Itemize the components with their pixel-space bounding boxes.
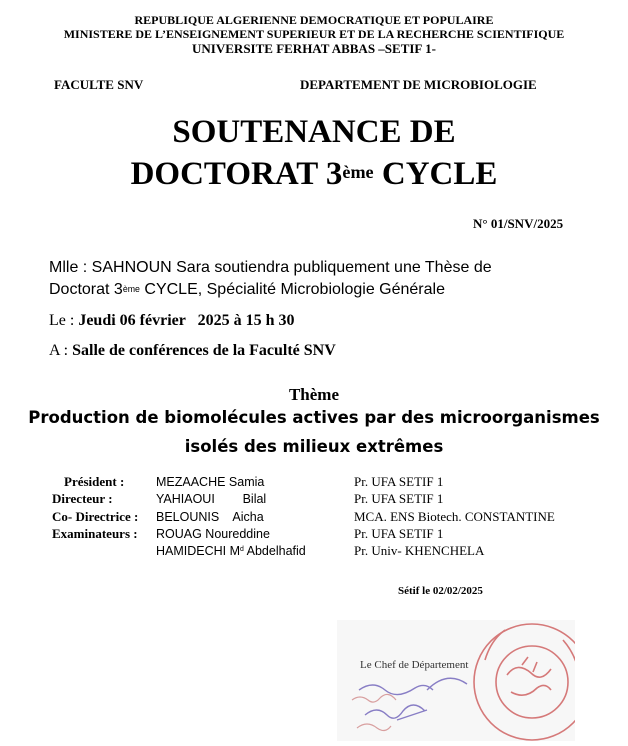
department-label: DEPARTEMENT DE MICROBIOLOGIE [300, 77, 537, 92]
theme-line-2: isolés des milieux extrêmes [184, 437, 444, 456]
title-line-2: DOCTORAT 3ème CYCLE [130, 156, 498, 192]
jury-name: YAHIAOUI Bilal [156, 492, 267, 506]
jury-role: Directeur : [52, 491, 113, 506]
date-place: Sétif le 02/02/2025 [398, 585, 483, 597]
defense-date: Le : Jeudi 06 février 2025 à 15 h 30 [49, 312, 295, 329]
theme-label: Thème [288, 385, 340, 404]
ministry-header: MINISTERE DE L’ENSEIGNEMENT SUPERIEUR ET DE LA RECHERCHE SCIENTIFIQUE [63, 27, 565, 41]
jury-name: ROUAG Noureddine [156, 527, 270, 541]
university-header: UNIVERSITE FERHAT ABBAS –SETIF 1- [192, 41, 436, 56]
jury-name: MEZAACHE Samia [156, 475, 265, 489]
jury-affiliation: Pr. UFA SETIF 1 [354, 491, 444, 506]
jury-role: Examinateurs : [52, 526, 138, 541]
announcement-line-2: Doctorat 3ème CYCLE, Spécialité Microbiologie Générale [49, 281, 445, 298]
jury-name: HAMIDECHI $M^d$ Abdelhafid [156, 544, 306, 558]
stamp-graphic [337, 620, 575, 741]
title-line-1: SOUTENANCE DE [172, 114, 456, 150]
announcement-line-1: Mlle : SAHNOUN Sara soutiendra publiquement une Thèse de [49, 259, 492, 276]
signature-title: Le Chef de Département [360, 659, 469, 671]
republic-header: REPUBLIQUE ALGERIENNE DEMOCRATIQUE ET POPULAIRE [134, 13, 494, 27]
jury-name: BELOUNIS Aicha [156, 510, 264, 524]
defense-place: A : Salle de conférences de la Faculté SNV [49, 342, 336, 359]
reference-number: N° 01/SNV/2025 [473, 216, 564, 231]
theme-line-1: Production de biomolécules actives par des microorganismes [28, 408, 600, 427]
jury-affiliation: MCA. ENS Biotech. CONSTANTINE [354, 509, 555, 524]
jury-affiliation: Pr. UFA SETIF 1 [354, 526, 444, 541]
jury-affiliation: Pr. UFA SETIF 1 [354, 474, 444, 489]
jury-role: Président : [64, 474, 125, 489]
faculty-label: FACULTE SNV [54, 77, 144, 92]
jury-affiliation: Pr. Univ- KHENCHELA [354, 543, 485, 558]
jury-role: Co- Directrice : [52, 509, 139, 524]
signature-block [337, 620, 575, 741]
